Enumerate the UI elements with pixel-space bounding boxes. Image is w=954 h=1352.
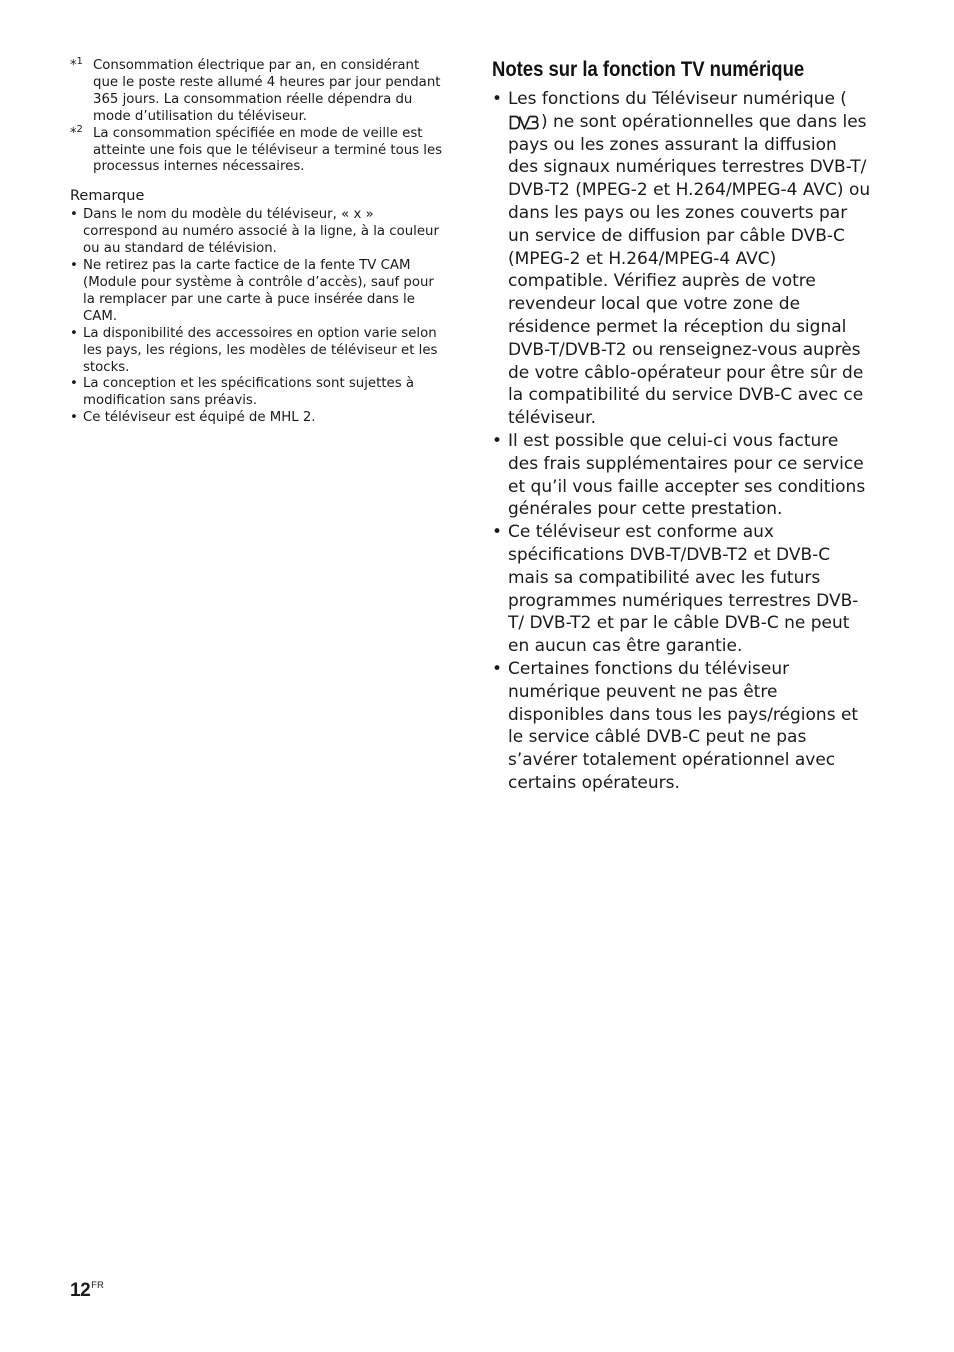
list-item: • Ce téléviseur est équipé de MHL 2. [70, 410, 448, 427]
list-item: • La disponibilité des accessoires en option varie selon les pays, les régions, les modèles de téléviseur et les stocks. [70, 326, 448, 377]
footnote-marker: *$^2$ [70, 123, 83, 141]
footnote-text: Consommation électrique par an, en considérant que le poste reste allumé 4 heures par jour pendant 365 jours. La consommation réelle dépendra du mode d’utilisation du téléviseur. [93, 58, 441, 124]
list-item: • Il est possible que celui-ci vous facture des frais supplémentaires pour ce service et qu’il vous faille accepter ses conditions générales pour cette prestation. [492, 430, 872, 521]
list-item: • Ne retirez pas la carte factice de la fente TV CAM (Module pour système à contrôle d’accès), sauf pour la remplacer par une carte à puce insérée dans le CAM. [70, 258, 448, 326]
remark-heading: Remarque [70, 188, 145, 205]
list-item: • Dans le nom du modèle du téléviseur, « x » correspond au numéro associé à la ligne, à la couleur ou au standard de télévision. [70, 207, 448, 258]
section-title: Notes sur la fonction TV numérique [492, 58, 805, 81]
digital-notes-list [492, 88, 872, 795]
list-item: • Certaines fonctions du téléviseur numérique peuvent ne pas être disponibles dans tous les pays/régions et le service câblé DVB-C peut ne pas s’avérer totalement opérationnel avec certains opérateurs. [492, 658, 872, 795]
dvb-logo-icon [509, 115, 540, 130]
footnote-marker: *$^1$ [70, 56, 83, 73]
footnote-2 [70, 123, 448, 177]
list-item: • Les fonctions du Téléviseur numérique () ne sont opérationnelles que dans les pays ou les zones assurant la diffusion des signaux numériques terrestres DVB-T/ DVB-T2 (MPEG-2 et H.264/MPEG-4 AVC) ou dans les pays ou les zones couverts par un service de diffusion par câble DVB-C (MPEG-2 et H.264/MPEG-4 AVC) compatible. Vérifiez auprès de votre revendeur local que votre zone de résidence permet la réception du signal DVB-T/DVB-T2 ou renseignez-vous auprès de votre câblo-opérateur pour être sûr de la compatibilité du service DVB-C avec ce téléviseur. [492, 88, 872, 430]
footnote-text: La consommation spécifiée en mode de veille est atteinte une fois que le téléviseur a terminé tous les processus internes nécessaires. [93, 125, 443, 175]
left-column [70, 58, 448, 427]
footnote-1 [70, 58, 448, 126]
remark-list [70, 207, 448, 427]
list-item: • Ce téléviseur est conforme aux spécifications DVB-T/DVB-T2 et DVB-C mais sa compatibilité avec les futurs programmes numériques terrestres DVB-T/ DVB-T2 et par le câble DVB-C ne peut en aucun cas être garantie. [492, 521, 872, 658]
list-item: • La conception et les spécifications sont sujettes à modification sans préavis. [70, 376, 448, 410]
page-number: $12^{FR}$ [70, 1280, 104, 1301]
right-column [492, 56, 872, 795]
